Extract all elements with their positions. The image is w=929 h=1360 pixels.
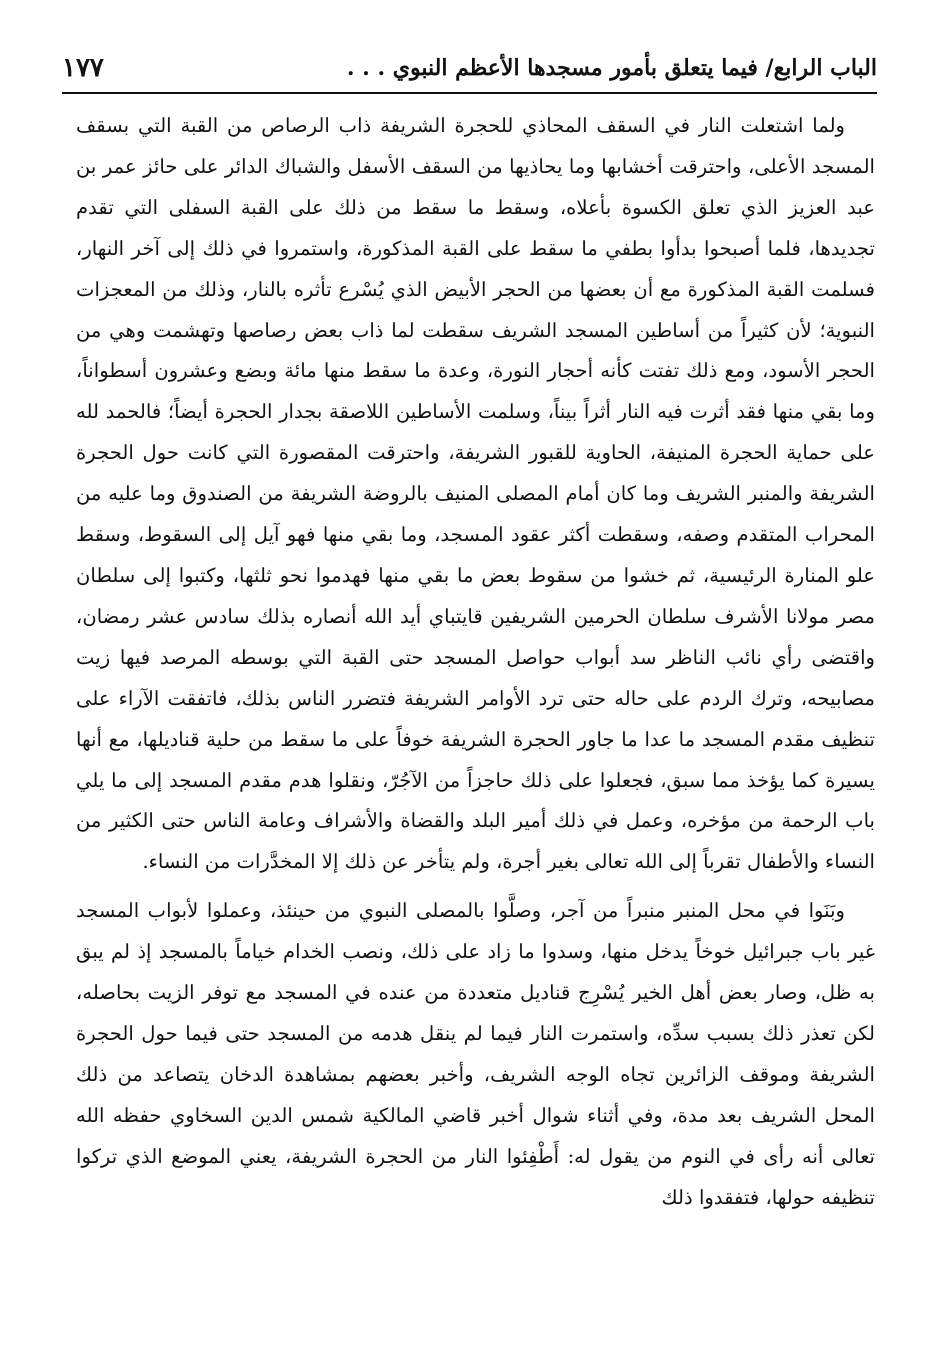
body-text	[76, 106, 875, 1218]
page-number: ١٧٧	[62, 53, 104, 83]
paragraph: ولما اشتعلت النار في السقف المحاذي للحجرة الشريفة ذاب الرصاص من القبة التي بسقف المسجد الأعلى، واحترقت أخشابها وما يحاذيها من السقف الأسفل والشباك الدائر على حائز عمر بن عبد العزيز الذي تعلق الكسوة بأعلاه، وسقط ما سقط من ذلك على القبة السفلى التي تقدم تجديدها، فلما أصبحوا بدأوا بطفي ما سقط على القبة المذكورة، واستمروا في ذلك إلى آخر النهار، فسلمت القبة المذكورة مع أن بعضها من الحجر الأبيض الذي يُسْرع تأثره بالنار، وذلك من المعجزات النبوية؛ لأن كثيراً من أساطين المسجد الشريف سقطت لما ذاب بعض رصاصها وتهشمت وهي من الحجر الأسود، ومع ذلك تفتت كأنه أحجار النورة، وعدة ما سقط منها مائة وبضع وعشرون أسطواناً، وما بقي منها فقد أثرت فيه النار أثراً بيناً، وسلمت الأساطين اللاصقة بجدار الحجرة أيضاً؛ فالحمد لله على حماية الحجرة المنيفة، الحاوية للقبور الشريفة، واحترقت المقصورة التي كانت حول الحجرة الشريفة والمنبر الشريف وما كان أمام المصلى المنيف بالروضة الشريفة من الصندوق وما عليه من المحراب المتقدم وصفه، وسقطت أكثر عقود المسجد، وما بقي منها فهو آيل إلى السقوط، وسقط علو المنارة الرئيسية، ثم خشوا من سقوط بعض ما بقي منها فهدموا نحو ثلثها، وكتبوا إلى سلطان مصر مولانا الأشرف سلطان الحرمين الشريفين قايتباي أيد الله أنصاره بذلك سادس عشر رمضان، واقتضى رأي نائب الناظر سد أبواب حواصل المسجد حتى القبة التي بوسطه المرصد فيها زيت مصابيحه، وترك الردم على حاله حتى ترد الأوامر الشريفة فتضرر الناس بذلك، فاتفقت الآراء على تنظيف مقدم المسجد ما عدا ما جاور الحجرة الشريفة خوفاً على ما سقط من حلية قناديلها، مع أنها يسيرة كما يؤخذ مما سبق، فجعلوا على ذلك حاجزاً من الآجُرّ، ونقلوا هدم مقدم المسجد إلى ما يلي باب الرحمة من مؤخره، وعمل في ذلك أمير البلد والقضاة والأشراف وعامة الناس حتى الكثير من النساء والأطفال تقرباً إلى الله تعالى بغير أجرة، ولم يتأخر عن ذلك إلا المخدَّرات من النساء.	[76, 114, 875, 874]
running-header	[62, 44, 877, 94]
chapter-title: الباب الرابع/ فيما يتعلق بأمور مسجدها الأعظم النبوي . . .	[346, 55, 877, 81]
paragraph: وبَنَوا في محل المنبر منبراً من آجر، وصلَّوا بالمصلى النبوي من حينئذ، وعملوا لأبواب المسجد غير باب جبرائيل خوخاً يدخل منها، وسدوا ما زاد على ذلك، ونصب الخدام خياماً بالمسجد إذ لم يبق به ظل، وصار بعض أهل الخير يُسْرِج قناديل متعددة من عنده في المسجد مع توفر الزيت بحاصله، لكن تعذر ذلك بسبب سدِّه، واستمرت النار فيما لم ينقل هدمه من المسجد حتى فيما حول الحجرة الشريفة وموقف الزائرين تجاه الوجه الشريف، وأخبر بعضهم بمشاهدة الدخان يتصاعد من ذلك المحل الشريف بعد مدة، وفي أثناء شوال أخبر قاضي المالكية شمس الدين السخاوي حفظه الله تعالى أنه رأى في النوم من يقول له: أَطْفِئوا النار من الحجرة الشريفة، يعني الموضع الذي تركوا تنظيفه حولها، فتفقدوا ذلك	[76, 899, 875, 1209]
